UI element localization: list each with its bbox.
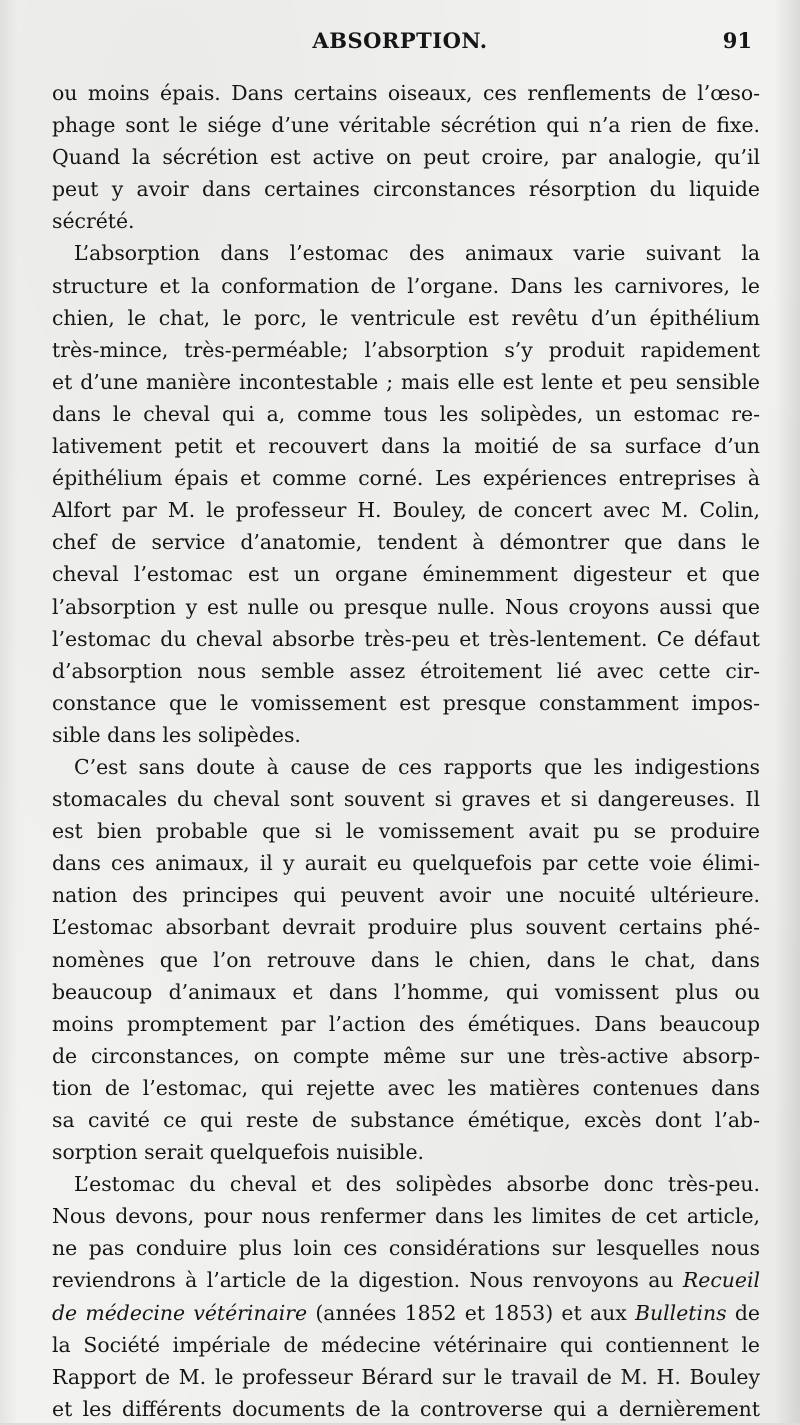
text-line — [52, 494, 760, 526]
text-run: peut y avoir dans certaines circonstances résorption du liquide — [52, 177, 760, 202]
text-line — [52, 1136, 760, 1168]
text-line — [52, 1072, 760, 1104]
italic-text: Recueil — [682, 1268, 760, 1293]
text-run: chef de service d’anatomie, tendent à démontrer que dans le — [52, 530, 760, 555]
text-run: phage sont le siége d’une véritable sécrétion qui n’a rien de fixe. — [52, 113, 760, 138]
page-shadow-left — [0, 0, 18, 1423]
text-run: est bien probable que si le vomissement avait pu se produire — [52, 819, 760, 844]
text-run: nation des principes qui peuvent avoir une nocuité ultérieure. — [52, 883, 760, 908]
text-run: structure et la conformation de l’organe. Dans les carnivores, le — [52, 273, 760, 298]
text-run: nomènes que l’on retrouve dans le chien, dans le chat, dans — [52, 947, 760, 972]
text-run: lativement petit et recouvert dans la moitié de sa surface d’un — [52, 434, 760, 459]
text-line — [52, 334, 760, 366]
text-line — [52, 141, 760, 173]
text-run: très-mince, très-perméable; l’absorption s’y produit rapidement — [52, 337, 760, 362]
text-run: Alfort par M. le professeur H. Bouley, de concert avec M. Colin, — [52, 498, 760, 523]
text-line — [52, 976, 760, 1008]
text-line — [52, 1104, 760, 1136]
text-run: constance que le vomissement est presque constamment impos- — [52, 690, 760, 715]
text-run: L’estomac du cheval et des solipèdes absorbe donc très-peu. — [74, 1172, 760, 1197]
text-run: chien, le chat, le porc, le ventricule est revêtu d’un épithélium — [52, 305, 760, 330]
italic-text: Bulletins — [635, 1300, 727, 1325]
text-run: moins promptement par l’action des émétiques. Dans beaucoup — [52, 1011, 760, 1036]
text-run: sa cavité ce qui reste de substance émétique, excès dont l’ab- — [52, 1108, 760, 1132]
text-line — [52, 270, 760, 302]
text-run: stomacales du cheval sont souvent si graves et si dangereuses. Il — [52, 787, 760, 812]
text-line — [52, 1297, 760, 1329]
text-run: sible dans les solipèdes. — [52, 722, 301, 747]
text-line — [52, 1200, 760, 1232]
text-run: la Société impériale de médecine vétérinaire qui contiennent le — [52, 1332, 760, 1357]
text-run: sorption serait quelquefois nuisible. — [52, 1140, 424, 1165]
text-run: C’est sans doute à cause de ces rapports que les indigestions — [74, 754, 760, 779]
text-run: L’absorption dans l’estomac des animaux varie suivant la — [74, 241, 760, 266]
text-run: l’estomac du cheval absorbe très-peu et très-lentement. Ce défaut — [52, 626, 760, 651]
text-line — [52, 109, 760, 141]
text-line — [52, 1008, 760, 1040]
text-line — [52, 77, 760, 109]
text-run: reviendrons à l’article de la digestion. Nous renvoyons au — [52, 1268, 683, 1293]
text-line — [52, 205, 760, 237]
text-line — [52, 1329, 760, 1361]
text-run: ou moins épais. Dans certains oiseaux, ces renflements de l’œso- — [52, 81, 760, 105]
text-line — [52, 751, 760, 783]
page-number: 91 — [722, 28, 752, 53]
page-shadow-right — [774, 0, 800, 1423]
text-line — [52, 911, 760, 943]
text-run: Rapport de M. le professeur Bérard sur le travail de M. H. Bouley — [52, 1364, 760, 1389]
text-run: l’absorption y est nulle ou presque nulle. Nous croyons aussi que — [52, 594, 760, 619]
text-line — [52, 558, 760, 590]
text-line — [52, 719, 760, 751]
body-text — [52, 77, 760, 1425]
text-line — [52, 847, 760, 879]
text-line — [52, 302, 760, 334]
text-line — [52, 1361, 760, 1393]
running-head — [0, 28, 800, 62]
text-run: Nous devons, pour nous renfermer dans les limites de cet article, — [52, 1204, 760, 1229]
text-line — [52, 366, 760, 398]
text-run: de circonstances, on compte même sur une très-active absorp- — [52, 1043, 760, 1068]
text-run: et d’une manière incontestable ; mais elle est lente et peu sensible — [52, 369, 760, 394]
text-line — [52, 173, 760, 205]
text-run: sécrété. — [52, 209, 135, 234]
text-run: de — [726, 1300, 760, 1325]
text-run: beaucoup d’animaux et dans l’homme, qui vomissent plus ou — [52, 979, 760, 1004]
text-line — [52, 655, 760, 687]
text-line — [52, 944, 760, 976]
text-line — [52, 1232, 760, 1264]
text-line — [52, 1264, 760, 1296]
text-run: tion de l’estomac, qui rejette avec les matières contenues dans — [52, 1075, 760, 1100]
text-line — [52, 879, 760, 911]
text-run: dans le cheval qui a, comme tous les solipèdes, un estomac re- — [52, 401, 760, 426]
text-line — [52, 398, 760, 430]
text-run: cheval l’estomac est un organe éminemment digesteur et que — [52, 562, 760, 587]
text-run: (années 1852 et 1853) et aux — [307, 1300, 636, 1325]
text-line — [52, 462, 760, 494]
running-title: ABSORPTION. — [312, 28, 488, 53]
text-line — [52, 1393, 760, 1425]
text-run: épithélium épais et comme corné. Les expériences entreprises à — [52, 466, 760, 491]
text-run: et les différents documents de la controverse qui a dernièrement — [52, 1396, 760, 1421]
text-line — [52, 1168, 760, 1200]
text-run: d’absorption nous semble assez étroitement lié avec cette cir- — [52, 658, 760, 683]
text-line — [52, 430, 760, 462]
text-line — [52, 687, 760, 719]
text-line — [52, 526, 760, 558]
italic-text: de médecine vétérinaire — [52, 1300, 308, 1325]
text-line — [52, 783, 760, 815]
text-line — [52, 815, 760, 847]
text-run: Quand la sécrétion est active on peut croire, par analogie, qu’il — [52, 145, 760, 170]
text-line — [52, 623, 760, 655]
text-line — [52, 1040, 760, 1072]
text-line — [52, 237, 760, 269]
text-line — [52, 591, 760, 623]
text-run: dans ces animaux, il y aurait eu quelquefois par cette voie élimi- — [52, 851, 760, 876]
text-run: L’estomac absorbant devrait produire plus souvent certains phé- — [52, 915, 760, 940]
text-run: ne pas conduire plus loin ces considérations sur lesquelles nous — [52, 1236, 760, 1261]
